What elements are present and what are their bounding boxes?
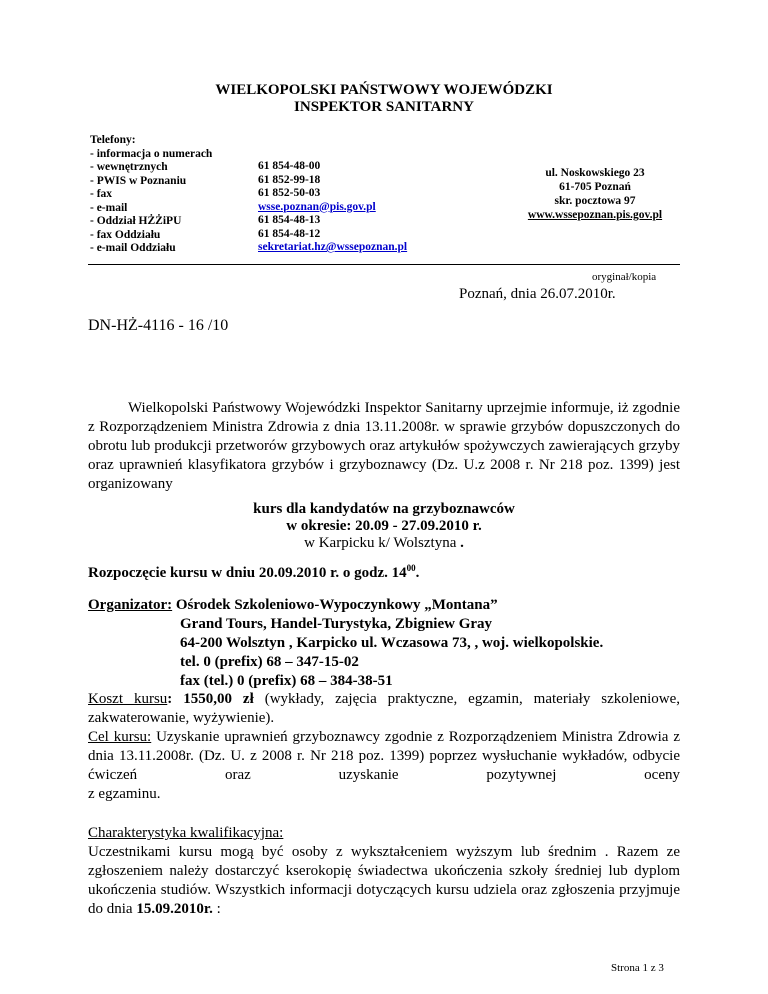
organizer-line: Grand Tours, Handel-Turystyka, Zbigniew Gray <box>180 616 493 632</box>
contacts-values <box>258 160 407 255</box>
qualification-deadline: 15.09.2010r. <box>136 901 213 917</box>
goal-text <box>88 728 680 785</box>
contact-label: - e-mail <box>90 201 128 214</box>
qualification-tail: : <box>212 901 221 917</box>
phone-department: 61 854-48-13 <box>258 214 321 226</box>
contact-label: - Oddział HŻŻiPU <box>90 215 182 227</box>
fax-number: 61 852-50-03 <box>258 187 321 199</box>
cost-paragraph <box>88 690 680 728</box>
email-link[interactable]: wsse.poznan@pis.gov.pl <box>258 200 376 213</box>
original-copy-label: oryginał/kopia <box>592 271 657 283</box>
organizer-address: 64-200 Wolsztyn , Karpicko ul. Wczasowa 73, , woj. wielkopolskie. <box>180 635 604 651</box>
contact-label: - fax Oddziału <box>90 228 161 241</box>
address-pobox: skr. pocztowa 97 <box>554 195 636 207</box>
phone-pwis: 61 852-99-18 <box>258 173 321 186</box>
intro-text: Wielkopolski Państwowy Wojewódzki Inspektor Sanitarny uprzejmie informuje, iż zgodnie z Rozporządzeniem Ministra Zdrowia z dnia 13.11.2008r. w sprawie grzybów dopuszczonych do obrotu lub produkcji przetworów grzybowych oraz artykułów spożywczych zawierających grzyby oraz uprawnień klasyfikatora grzybów i grzyboznawcy (Dz. U.z 2008 r. Nr 218 poz. 1399) jest organizowany <box>88 400 680 492</box>
cost-colon: : <box>167 691 173 707</box>
contacts-labels <box>90 134 212 256</box>
course-location-suffix: . <box>456 535 464 551</box>
intro-paragraph <box>88 399 680 494</box>
header-divider <box>88 264 680 265</box>
cost-text <box>88 690 680 728</box>
goal-paragraph <box>88 728 680 804</box>
course-title: kurs dla kandydatów na grzyboznawców <box>253 501 515 517</box>
contact-label: - PWIS w Poznaniu <box>90 174 187 187</box>
organizer-fax: fax (tel.) 0 (prefix) 68 – 384-38-51 <box>180 673 393 689</box>
course-start-text: Rozpoczęcie kursu w dniu 20.09.2010 r. o godz. 14 <box>88 565 407 581</box>
address-postcode: 61-705 Poznań <box>559 181 631 193</box>
authority-title-line1: WIELKOPOLSKI PAŃSTWOWY WOJEWÓDZKI <box>215 82 553 98</box>
course-start-end: . <box>415 565 420 581</box>
course-start <box>88 563 419 582</box>
address-street: ul. Noskowskiego 23 <box>545 167 645 179</box>
organizer-details <box>180 615 603 691</box>
goal-body: Uzyskanie uprawnień grzyboznawcy zgodnie z Rozporządzeniem Ministra Zdrowia z dnia 13.11.2008r. (Dz. U. z 2008 r. Nr 218 poz. 1399) poprzez wysłuchanie wykładów, odbycie ćwiczeń oraz uzyskanie pozytywnej oceny <box>88 729 680 783</box>
goal-label: Cel kursu: <box>88 729 152 745</box>
cost-label: Koszt kursu <box>88 691 168 707</box>
course-location-text: w Karpicku k/ Wolsztyna <box>304 535 457 551</box>
address-block <box>512 166 678 222</box>
department-email-link[interactable]: sekretariat.hz@wssepoznan.pl <box>258 241 408 253</box>
course-location <box>88 535 680 553</box>
organizer-phone: tel. 0 (prefix) 68 – 347-15-02 <box>180 654 359 670</box>
contact-label: - e-mail Oddziału <box>90 242 176 254</box>
contact-label: - wewnętrznych <box>90 161 168 173</box>
contact-label: - informacja o numerach <box>90 147 213 160</box>
course-period: w okresie: 20.09 - 27.09.2010 r. <box>286 518 482 534</box>
cost-amount: 1550,00 zł <box>172 691 254 707</box>
contacts-heading: Telefony: <box>90 134 136 146</box>
reference-number: DN-HŻ-4116 - 16 /10 <box>88 317 229 334</box>
qualification-heading: Charakterystyka kwalifikacyjna: <box>88 825 284 841</box>
website-link[interactable]: www.wssepoznan.pis.gov.pl <box>527 209 663 221</box>
qualification-text <box>88 843 680 919</box>
qualification-body: Uczestnikami kursu mogą być osoby z wykształceniem wyższym lub średnim . Razem ze zgłoszeniem należy dostarczyć kserokopię świadectwa ukończenia szkoły średniej lub dyplom ukończenia studiów. Wszystkich informacji dotyczących kursu udziela oraz zgłoszenia przyjmuje do dnia <box>88 844 680 917</box>
contact-label: - fax <box>90 188 113 200</box>
organizer-heading <box>88 596 498 615</box>
goal-last-line: z egzaminu. <box>88 786 161 802</box>
organizer-name: Ośrodek Szkoleniowo-Wypoczynkowy „Montana” <box>172 597 498 613</box>
document-date: Poznań, dnia 26.07.2010r. <box>459 286 616 302</box>
cost-details: (wykłady, zajęcia praktyczne, egzamin, materiały szkoleniowe, zakwaterowanie, wyżywienie). <box>88 691 680 726</box>
page-number: Strona 1 z 3 <box>611 962 664 974</box>
authority-title-line2: INSPEKTOR SANITARNY <box>294 99 474 115</box>
qualification-section <box>88 824 680 919</box>
phone-info: 61 854-48-00 <box>258 160 321 172</box>
course-start-minutes: 00 <box>406 563 416 573</box>
organizer-label: Organizator: <box>88 597 173 613</box>
fax-department: 61 854-48-12 <box>258 227 321 240</box>
